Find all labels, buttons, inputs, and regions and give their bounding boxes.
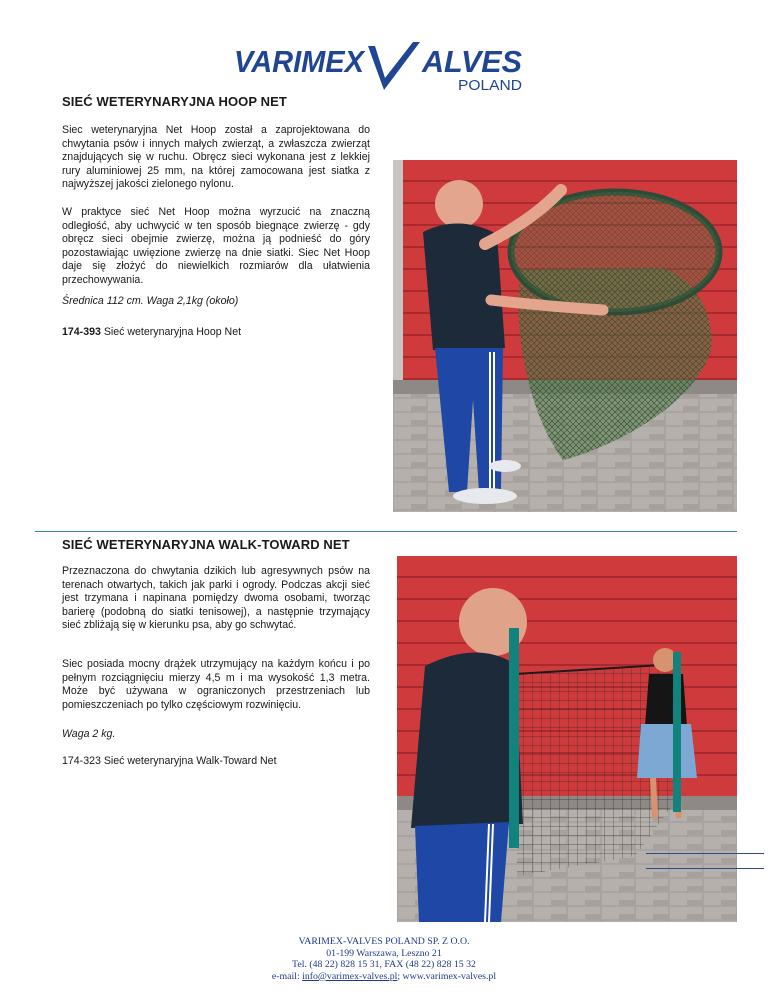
- decorative-line: [646, 868, 764, 869]
- walk-toward-net-weight: Waga 2 kg.: [62, 728, 116, 740]
- hoop-net-product-line: [62, 326, 370, 340]
- footer-company: VARIMEX-VALVES POLAND SP. Z O.O.: [298, 936, 470, 947]
- walk-toward-net-product-line: 174-323 Sieć weterynaryjna Walk-Toward Net: [62, 755, 277, 767]
- section-title-walk-toward-net: SIEĆ WETERYNARYJNA WALK-TOWARD NET: [62, 537, 350, 552]
- hoop-net-description: Siec weterynaryjna Net Hoop został a zaprojektowana do chwytania psów i innych małych zwierząt, a zwłaszcza zwierząt znajdujących się w ruchu. Obręcz sieci wykonana jest z lekkiej rury aluminiowej 25 mm, na której zamocowana jest siatka z najwyższej jakości zielonego nylonu.: [62, 124, 370, 191]
- hoop-net-specs: Średnica 112 cm. Waga 2,1kg (około): [62, 295, 239, 307]
- section-title-hoop-net: SIEĆ WETERYNARYJNA HOOP NET: [62, 94, 287, 109]
- section-divider: [35, 531, 737, 532]
- hoop-net-code: 174-393: [62, 326, 101, 338]
- walk-toward-net-description: Przeznaczona do chwytania dzikich lub agresywnych psów na terenach otwartych, takich jak parki i ogrody. Podczas akcji sieć jest trzymana i napinana pomiędzy dwoma osobami, tworząc barierę (podobną do siatki tenisowej), a następnie trzymający sieć zbliżają się w kierunku psa, aby go schwytać.: [62, 565, 370, 632]
- logo-country: POLAND: [458, 77, 523, 94]
- footer-contact-line: [230, 971, 538, 983]
- decorative-line: [646, 853, 764, 854]
- footer-phone: Tel. (48 22) 828 15 31, FAX (48 22) 828 15 32: [292, 959, 476, 971]
- hoop-net-usage: W praktyce sieć Net Hoop można wyrzucić na znaczną odległość, aby uchwycić w ten sposób biegnące zwierzę - gdy obręcz sieci obejmie zwierzę, można ją podnieść do góry pozostawiając uwięzione zwierzę na dnie siatki. Siec Net Hoop daje się złożyć do niewielkich rozmiarów dla ułatwienia przechowywania.: [62, 206, 370, 286]
- footer-website: ; www.varimex-valves.pl: [397, 970, 497, 982]
- footer-address: 01-199 Warszawa, Leszno 21: [326, 947, 442, 959]
- hoop-net-product-name: Sieć weterynaryjna Hoop Net: [100, 326, 242, 338]
- walk-toward-net-details: Siec posiada mocny drążek utrzymujący na każdym końcu i po pełnym rozciągnięciu mierzy 4,5 m i ma wysokość 1,3 metra. Może być używana w ograniczonych przestrzeniach lub pomieszczeniach po tylko częściowym rozwinięciu.: [62, 658, 370, 711]
- company-logo: [232, 38, 532, 98]
- footer-email-label: e-mail:: [271, 970, 303, 982]
- logo-brand-right: ALVES: [421, 44, 523, 79]
- hoop-net-photo: [393, 160, 737, 512]
- logo-brand-left: VARIMEX: [234, 44, 367, 79]
- logo-v-swoosh: [368, 42, 420, 90]
- footer-contact: [230, 936, 538, 982]
- footer-email-link[interactable]: info@varimex-valves.pl: [302, 970, 398, 982]
